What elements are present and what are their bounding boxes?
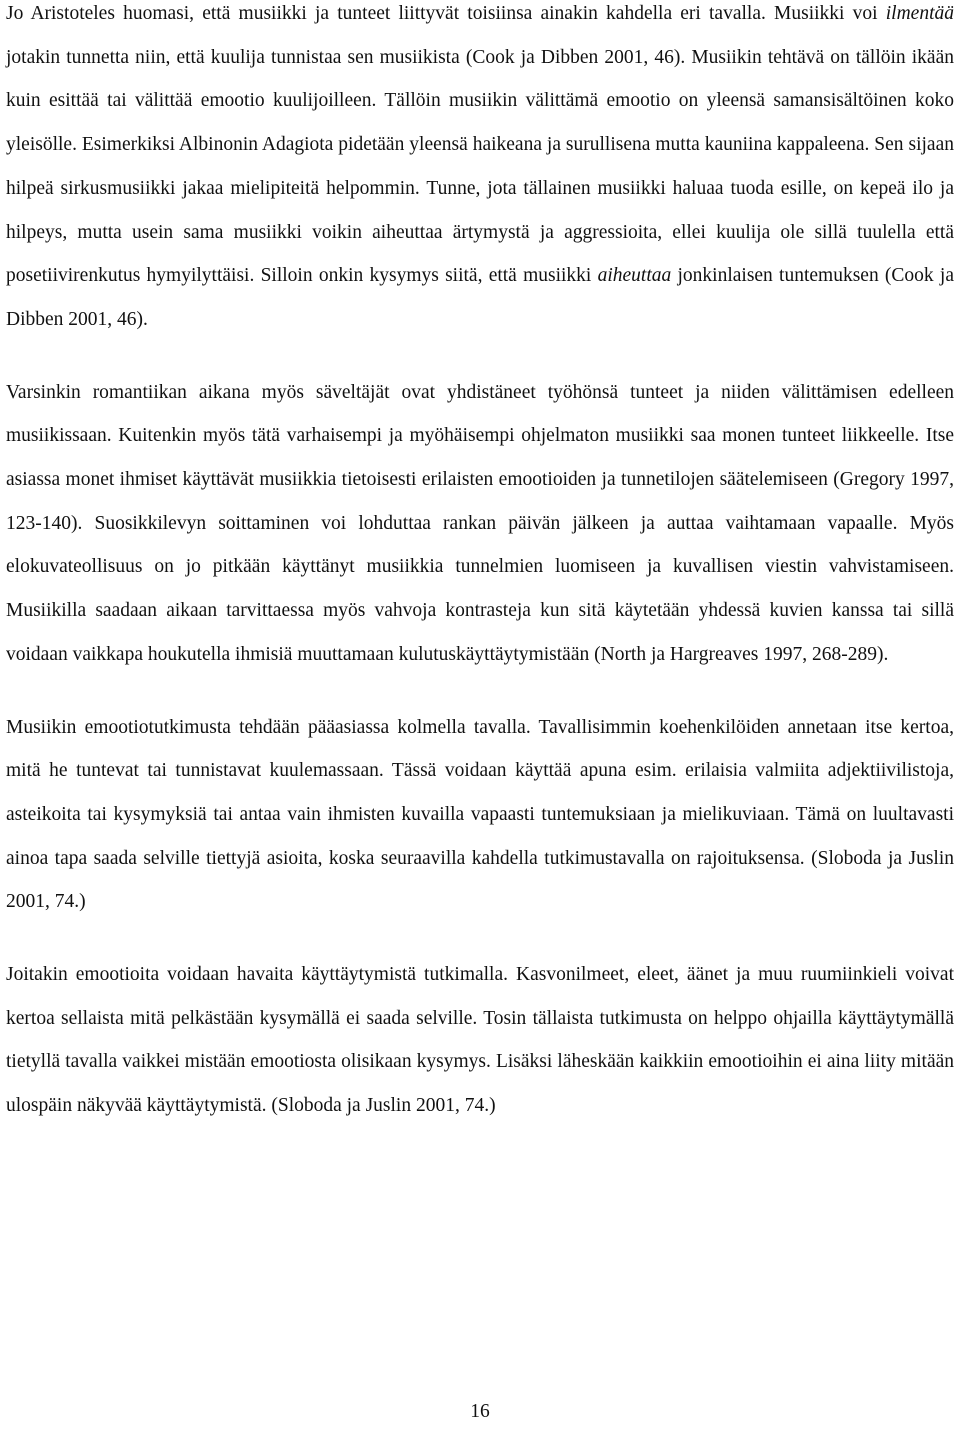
paragraph — [6, 0, 954, 342]
paragraph — [6, 953, 954, 1128]
document-body — [6, 0, 954, 1128]
text-segment: Musiikin emootiotutkimusta tehdään pääasiassa kolmella tavalla. Tavallisimmin koehenkilöiden annetaan itse kertoa, mitä he tuntevat tai tunnistavat kuulemassaan. Tässä voidaan käyttää apuna esim. erilaisia valmiita adjektiivilistoja, asteikoita tai kysymyksiä tai antaa vain ihmisten kuvailla vapaasti tuntemuksiaan ja mielikuviaan. Tämä on luultavasti ainoa tapa saada selville tiettyjä asioita, koska seuraavilla kahdella tutkimustavalla on rajoituksensa. (Sloboda ja Juslin 2001, 74.) — [6, 716, 954, 913]
text-segment: Jo Aristoteles huomasi, että musiikki ja tunteet liittyvät toisiinsa ainakin kahdella eri tavalla. Musiikki voi — [6, 3, 886, 24]
page-number: 16 — [470, 1401, 490, 1422]
emphasis-text: ilmentää — [885, 3, 954, 24]
paragraph — [6, 371, 954, 677]
text-segment: Varsinkin romantiikan aikana myös säveltäjät ovat yhdistäneet työhönsä tunteet ja niiden välittämisen edelleen musiikissaan. Kuitenkin myös tätä varhaisempi ja myöhäisempi ohjelmaton musiikki saa monen tunteet liikkeelle. Itse asiassa monet ihmiset käyttävät musiikkia tietoisesti erilaisten emootioiden ja tunnetilojen säätelemiseen (Gregory 1997, 123-140). Suosikkilevyn soittaminen voi lohduttaa rankan päivän jälkeen ja auttaa vaihtamaan vapaalle. Myös elokuvateollisuus on jo pitkään käyttänyt musiikkia tunnelmien luomiseen ja kuvallisen viestin vahvistamiseen. Musiikilla saadaan aikaan tarvittaessa myös vahvoja kontrasteja kun sitä käytetään yhdessä kuvien kanssa tai sillä voidaan vaikkapa houkutella ihmisiä muuttamaan kulutuskäyttäytymistään (North ja Hargreaves 1997, 268-289). — [6, 381, 954, 665]
text-segment: jonkinlaisen tuntemuksen (Cook ja Dibben 2001, 46). — [6, 265, 954, 330]
emphasis-text: aiheuttaa — [597, 265, 672, 287]
text-segment: Joitakin emootioita voidaan havaita käyttäytymistä tutkimalla. Kasvonilmeet, eleet, äänet ja muu ruumiinkieli voivat kertoa sellaista mitä pelkästään kysymällä ei saada selville. Tosin tällaista tutkimusta on helppo ohjailla käyttäytymällä tietyllä tavalla vaikkei mistään emootiosta olisikaan kysymys. Lisäksi läheskään kaikkiin emootioihin ei aina liity mitään ulospäin näkyvää käyttäytymistä. (Sloboda ja Juslin 2001, 74.) — [6, 964, 954, 1117]
text-segment: jotakin tunnetta niin, että kuulija tunnistaa sen musiikista (Cook ja Dibben 2001, 46). Musiikin tehtävä on tällöin ikään kuin esittää tai välittää emootio kuulijoilleen. Tällöin musiikin välittämä emootio on yleensä samansisältöinen koko yleisölle. Esimerkiksi Albinonin Adagiota pidetään yleensä haikeana ja surullisena mutta kauniina kappaleena. Sen sijaan hilpeä sirkusmusiikki jakaa mielipiteitä helpommin. Tunne, jota tällainen musiikki haluaa tuoda esille, on kepeä ilo ja hilpeys, mutta usein sama musiikki voikin aiheuttaa ärtymystä ja aggressioita, ellei kuulija ole sillä tuulella että posetiivirenkutus hymyilyttäisi. Silloin onkin kysymys siitä, että musiikki — [6, 46, 954, 287]
paragraph — [6, 706, 954, 925]
